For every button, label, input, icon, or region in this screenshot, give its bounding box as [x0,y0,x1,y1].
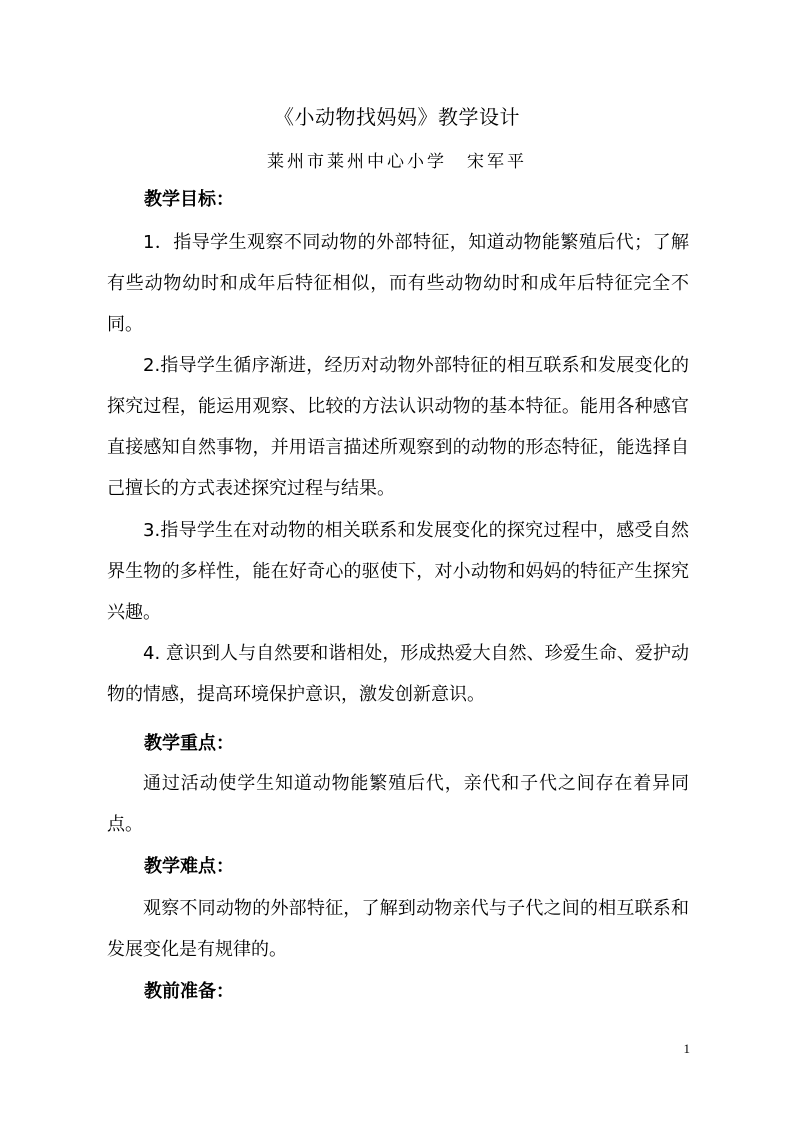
objective-item-4: 4. 意识到人与自然要和谐相处，形成热爱大自然、珍爱生命、爱护动物的情感，提高环境保护意识，激发创新意识。 [107,643,689,705]
key-points-text: 通过活动使学生知道动物能繁殖后代，亲代和子代之间存在着异同点。 [107,773,689,835]
preparation-heading: 教前准备： [144,981,234,1002]
objective-item-3: 3.指导学生在对动物的相关联系和发展变化的探究过程中，感受自然界生物的多样性，能在好奇心的驱使下，对小动物和妈妈的特征产生探究兴趣。 [107,520,689,623]
objective-item-2: 2.指导学生循序渐进，经历对动物外部特征的相互联系和发展变化的探究过程，能运用观察、比较的方法认识动物的基本特征。能用各种感官直接感知自然事物，并用语言描述所观察到的动物的形态特征，能选择自己擅长的方式表述探究过程与结果。 [107,355,689,499]
key-points-heading: 教学重点： [144,733,234,754]
author-line: 莱州市莱州中心小学 宋军平 [267,152,527,172]
objectives-heading: 教学目标： [144,189,234,210]
difficulties-heading: 教学难点： [144,856,234,877]
document-title: 《小动物找妈妈》教学设计 [274,105,520,129]
objective-item-1: 1．指导学生观察不同动物的外部特征，知道动物能繁殖后代；了解有些动物幼时和成年后特征相似，而有些动物幼时和成年后特征完全不同。 [107,232,689,335]
difficulties-text: 观察不同动物的外部特征，了解到动物亲代与子代之间的相互联系和发展变化是有规律的。 [107,898,689,960]
page-number: 1 [683,1041,690,1056]
